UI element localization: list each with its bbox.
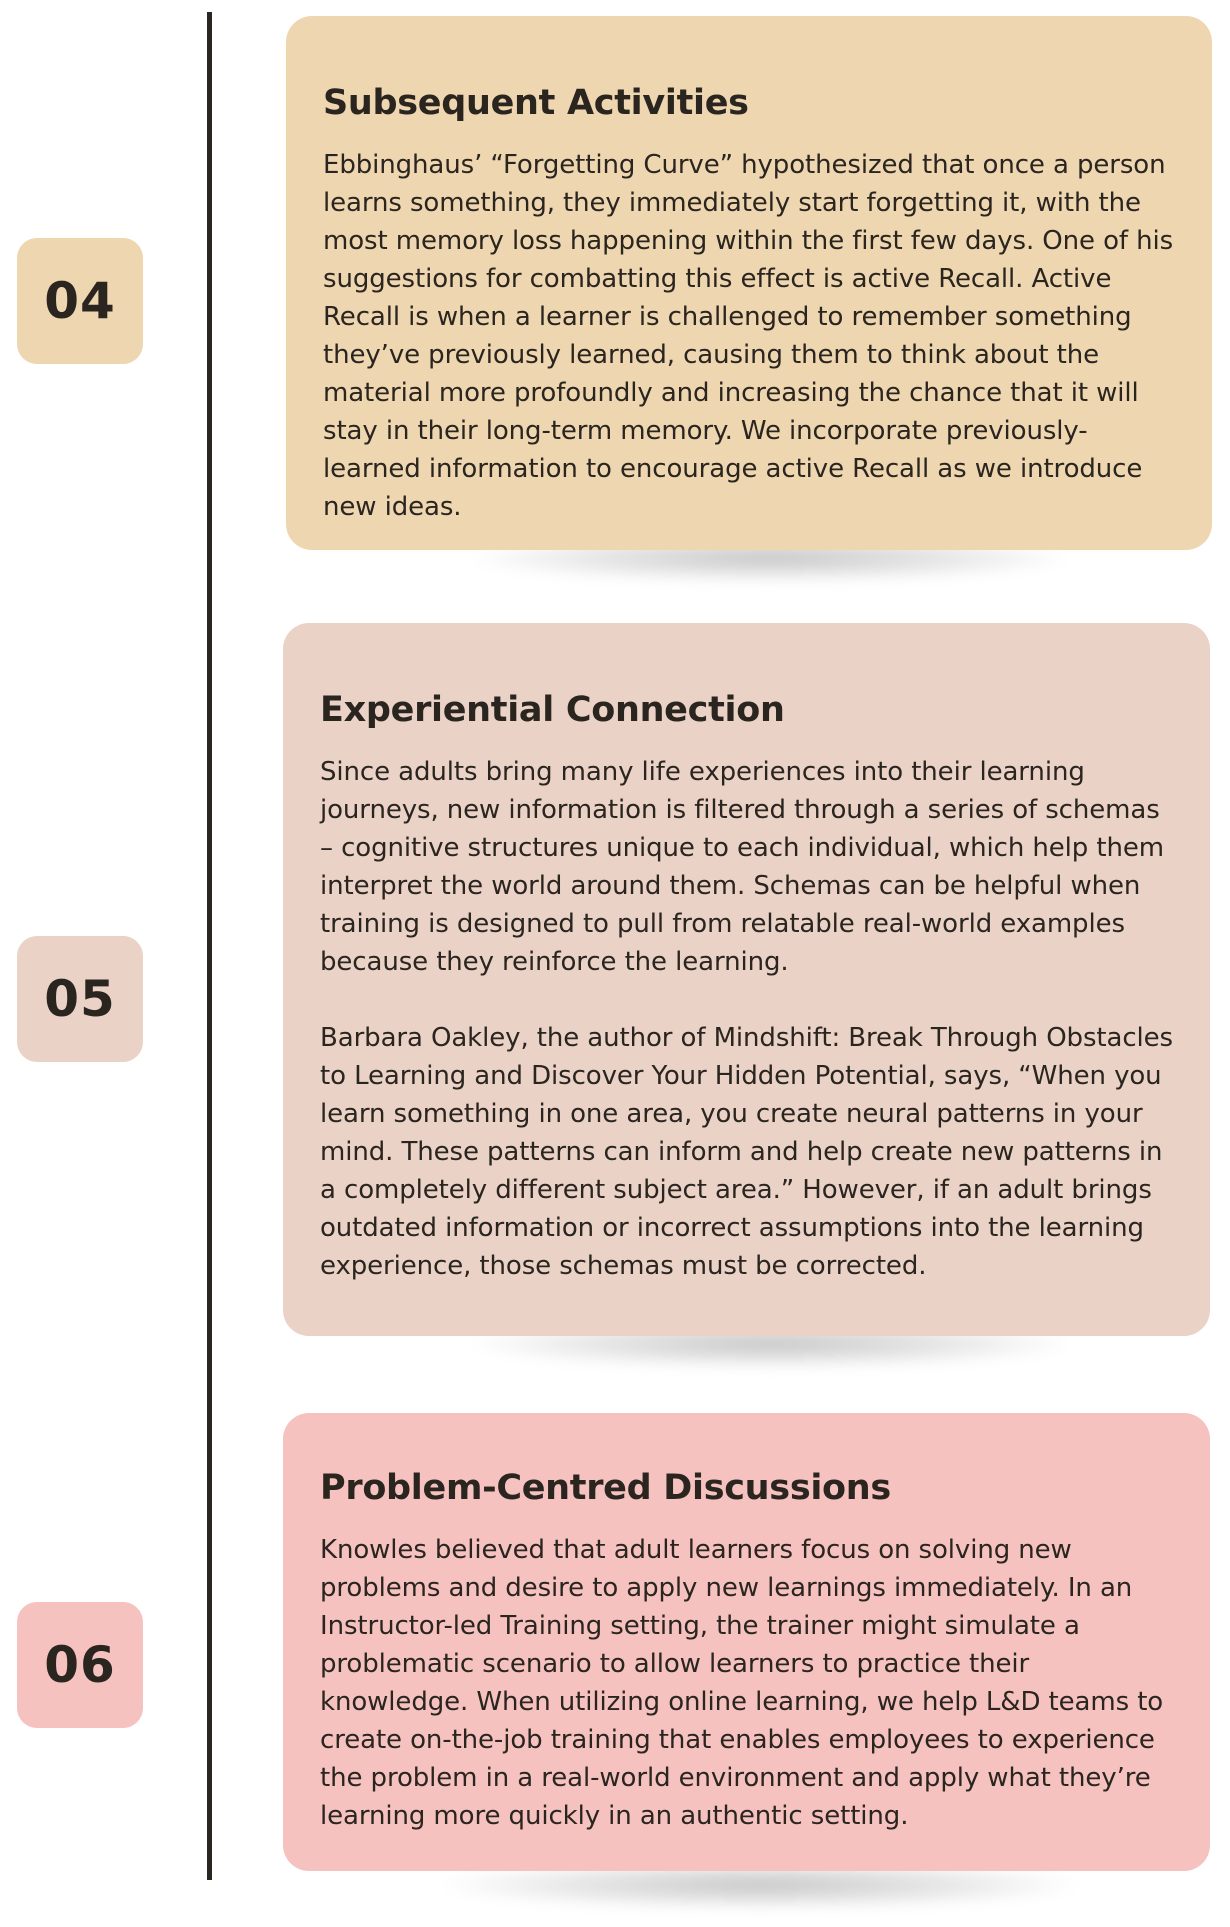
step-badge-06 <box>17 1602 143 1728</box>
timeline-line <box>207 12 212 1880</box>
section-title: Experiential Connection <box>320 690 785 730</box>
step-number: 06 <box>44 1636 116 1694</box>
step-number: 04 <box>44 272 116 330</box>
step-number: 05 <box>44 970 116 1028</box>
section-title: Subsequent Activities <box>323 83 749 123</box>
section-paragraph: Since adults bring many life experiences into their learning journeys, new information is filtered through a series of schemas – cognitive structures unique to each individual, which help them interpret the world around them. Schemas can be helpful when training is designed to pull from relatable real-world examples because they reinforce the learning. <box>320 757 1164 977</box>
section-card-problem-centred-discussions <box>283 1413 1210 1871</box>
section-card-subsequent-activities <box>286 16 1212 550</box>
section-paragraph: Knowles believed that adult learners focus on solving new problems and desire to apply new learnings immediately. In an Instructor-led Training setting, the trainer might simulate a problematic scenario to allow learners to practice their knowledge. When utilizing online learning, we help L&D teams to create on-the-job training that enables employees to experience the problem in a real-world environment and apply what they’re learning more quickly in an authentic setting. <box>320 1535 1164 1831</box>
section-paragraph: Ebbinghaus’ “Forgetting Curve” hypothesized that once a person learns something, they immediately start forgetting it, with the most memory loss happening within the first few days. One of his suggestions for combatting this effect is active Recall. Active Recall is when a learner is challenged to remember something they’ve previously learned, causing them to think about the material more profoundly and increasing the chance that it will stay in their long-term memory. We incorporate previously-learned information to encourage active Recall as we introduce new ideas. <box>323 150 1174 522</box>
section-paragraph: Barbara Oakley, the author of Mindshift: Break Through Obstacles to Learning and Discover Your Hidden Potential, says, “When you learn something in one area, you create neural patterns in your mind. These patterns can inform and help create new patterns in a completely different subject area.” However, if an adult brings outdated information or incorrect assumptions into the learning experience, those schemas must be corrected. <box>320 1023 1173 1281</box>
step-badge-05 <box>17 936 143 1062</box>
section-title: Problem-Centred Discussions <box>320 1468 891 1508</box>
step-badge-04 <box>17 238 143 364</box>
section-card-experiential-connection <box>283 623 1210 1336</box>
